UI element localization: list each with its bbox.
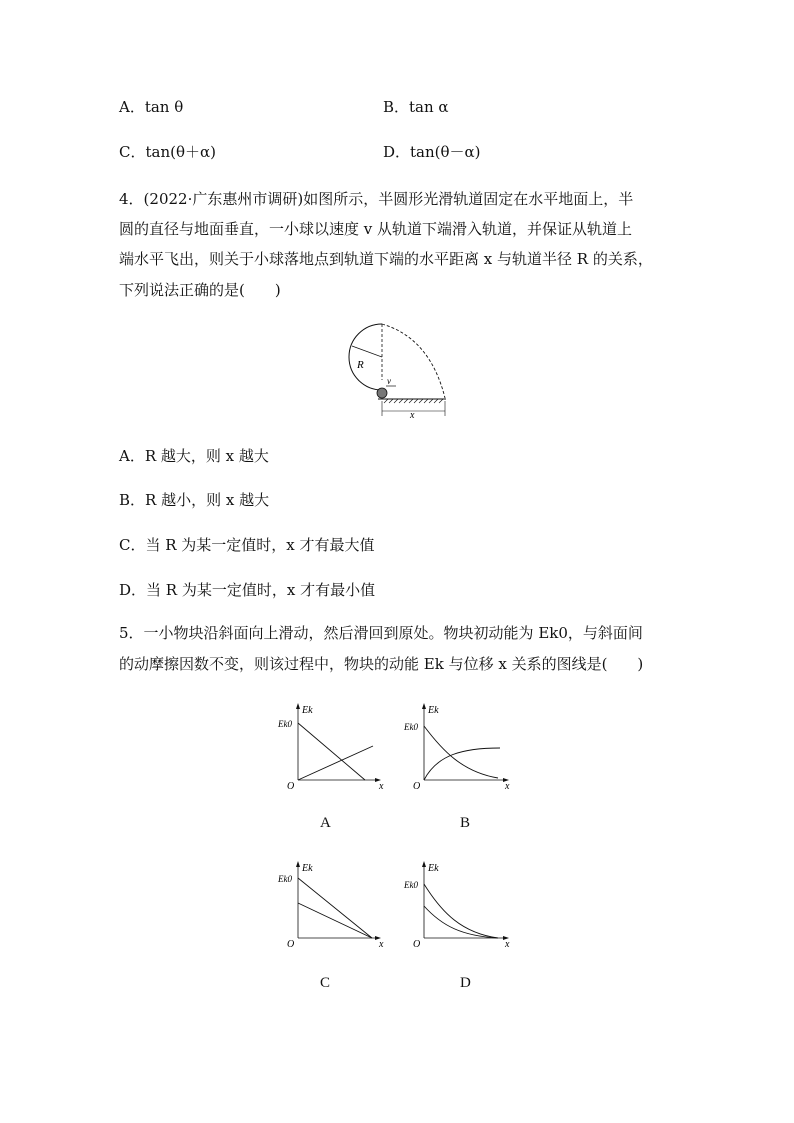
y-axis-label: Ek [302,863,313,874]
curve-up-phase [424,884,498,938]
trajectory [382,324,445,398]
graph-a [276,700,388,795]
q3-option-b: B．tan α [383,98,449,116]
q4-track-figure [340,318,450,423]
x-axis-label: x [379,939,384,950]
graph-b-caption: B [460,815,471,831]
graph-d [402,858,517,953]
q4-stem-line-3: 端水平飞出，则关于小球落地点到轨道下端的水平距离 x 与轨道半径 R 的关系， [119,250,653,268]
x-axis-label: x [379,781,384,792]
curve-up-phase [298,723,365,780]
origin-label: O [413,939,421,950]
q3-option-c: C．tan(θ＋α) [119,143,216,161]
ball [377,388,387,398]
q4-stem-line-4: 下列说法正确的是( ) [119,281,281,299]
origin-label: O [413,781,421,792]
q5-stem-line-2: 的动摩擦因数不变，则该过程中，物块的动能 Ek 与位移 x 关系的图线是( ) [119,655,644,673]
y-arrow [296,703,300,709]
x-axis-label: x [505,781,510,792]
graph-a-caption: A [320,815,331,831]
origin-label: O [287,781,295,792]
q3-option-d: D．tan(θ－α) [383,143,481,161]
graph-c [276,858,388,953]
y-arrow [296,861,300,867]
q3-option-a: A．tan θ [119,98,184,116]
y-axis-label: Ek [428,705,439,716]
q4-option-b: B．R 越小，则 x 越大 [119,491,270,509]
radius-line [352,346,382,357]
q5-stem-line-1: 5．一小物块沿斜面向上滑动，然后滑回到原处。物块初动能为 Ek0，与斜面间 [119,624,643,642]
graph-c-caption: C [320,975,331,991]
ek0-label: Ek0 [404,880,418,890]
ek0-label: Ek0 [278,874,292,884]
ek0-label: Ek0 [278,719,292,729]
curve-down-phase [424,906,498,938]
q4-stem-line-1: 4．(2022·广东惠州市调研)如图所示，半圆形光滑轨道固定在水平地面上，半 [119,190,634,208]
q4-option-d: D．当 R 为某一定值时，x 才有最小值 [119,581,376,599]
y-axis-label: Ek [428,863,439,874]
ground-hatching [384,399,443,403]
semicircle-track [349,324,382,390]
velocity-label: v [387,376,391,386]
y-arrow [422,861,426,867]
x-axis-label: x [505,939,510,950]
graph-b [402,700,517,795]
q4-option-c: C．当 R 为某一定值时，x 才有最大值 [119,536,375,554]
q4-option-a: A．R 越大，则 x 越大 [119,447,269,465]
graph-d-caption: D [460,975,471,991]
origin-label: O [287,939,295,950]
curve-down-phase [298,746,373,780]
radius-label: R [357,359,364,371]
ek0-label: Ek0 [404,722,418,732]
y-arrow [422,703,426,709]
y-axis-label: Ek [302,705,313,716]
distance-label: x [410,410,415,421]
q4-stem-line-2: 圆的直径与地面垂直，一小球以速度 v 从轨道下端滑入轨道，并保证从轨道上 [119,220,633,238]
